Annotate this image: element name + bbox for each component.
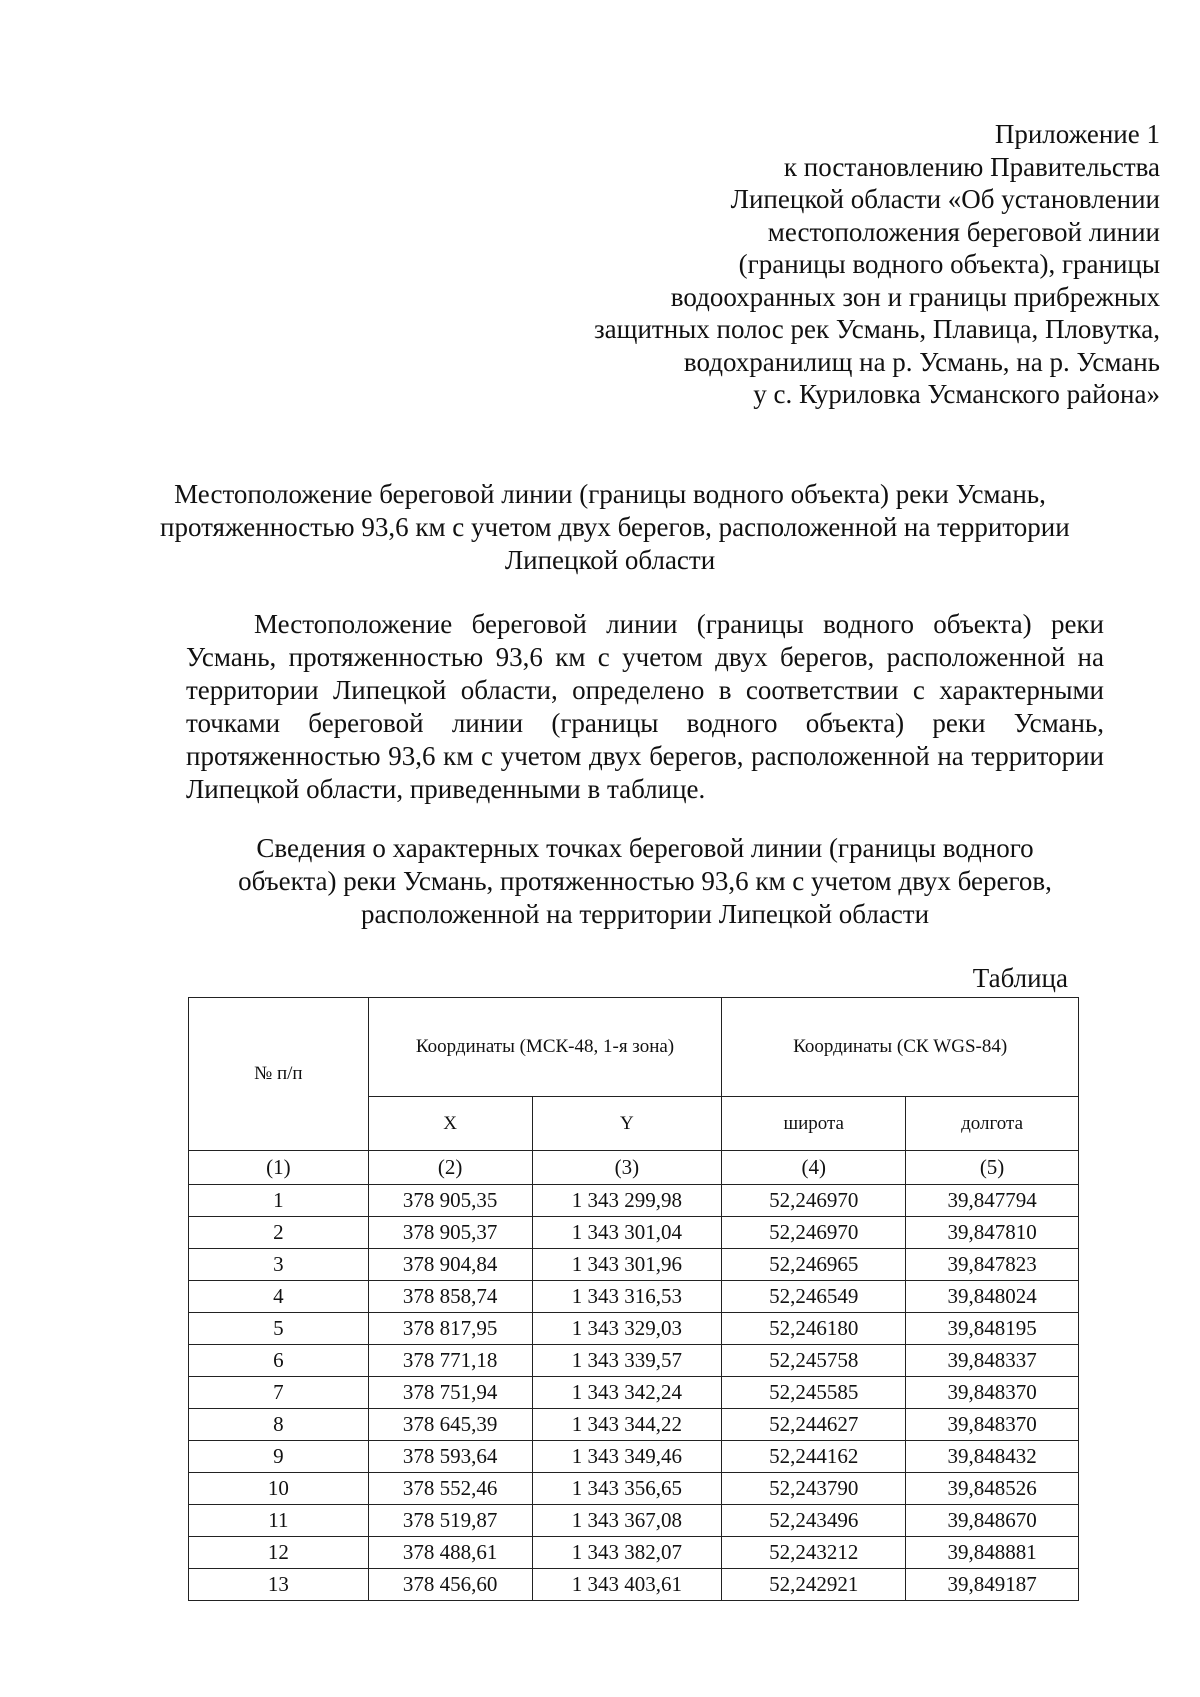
x-coordinate-cell: 378 751,94 bbox=[368, 1377, 532, 1409]
point-number-cell: 11 bbox=[189, 1505, 369, 1537]
latitude-cell: 52,246970 bbox=[722, 1185, 906, 1217]
appendix-line: защитных полос рек Усмань, Плавица, Пловутка, bbox=[594, 314, 1160, 344]
table-row bbox=[189, 1281, 1079, 1313]
longitude-cell: 39,847810 bbox=[906, 1217, 1079, 1249]
x-coordinate-cell: 378 519,87 bbox=[368, 1505, 532, 1537]
x-coordinate-cell: 378 456,60 bbox=[368, 1569, 532, 1601]
appendix-line: (границы водного объекта), границы bbox=[738, 249, 1160, 279]
point-number-cell: 8 bbox=[189, 1409, 369, 1441]
y-coordinate-cell: 1 343 349,46 bbox=[532, 1441, 722, 1473]
point-number-cell: 3 bbox=[189, 1249, 369, 1281]
latitude-cell: 52,245758 bbox=[722, 1345, 906, 1377]
appendix-line: водохранилищ на р. Усмань, на р. Усмань bbox=[683, 346, 1160, 377]
paragraph-line: территории Липецкой области, определено в соответствии с характерными bbox=[186, 675, 1104, 705]
header-y: Y bbox=[532, 1097, 722, 1151]
paragraph-line: точками береговой линии (границы водного объекта) реки Усмань, bbox=[186, 708, 1104, 738]
longitude-cell: 39,848881 bbox=[906, 1537, 1079, 1569]
y-coordinate-cell: 1 343 382,07 bbox=[532, 1537, 722, 1569]
point-number-cell: 7 bbox=[189, 1377, 369, 1409]
longitude-cell: 39,848024 bbox=[906, 1281, 1079, 1313]
latitude-cell: 52,244162 bbox=[722, 1441, 906, 1473]
latitude-cell: 52,243790 bbox=[722, 1473, 906, 1505]
longitude-cell: 39,848337 bbox=[906, 1345, 1079, 1377]
x-coordinate-cell: 378 904,84 bbox=[368, 1249, 532, 1281]
x-coordinate-cell: 378 858,74 bbox=[368, 1281, 532, 1313]
column-index: (3) bbox=[532, 1151, 722, 1185]
y-coordinate-cell: 1 343 339,57 bbox=[532, 1345, 722, 1377]
paragraph-line: Местоположение береговой линии (границы водного объекта) реки bbox=[254, 609, 1104, 639]
table-heading-line: Сведения о характерных точках береговой линии (границы водного bbox=[256, 833, 1034, 863]
table-row bbox=[189, 1441, 1079, 1473]
header-x: X bbox=[368, 1097, 532, 1151]
table-heading-line: объекта) реки Усмань, протяженностью 93,6 км с учетом двух берегов, bbox=[238, 866, 1052, 896]
table-body bbox=[189, 1151, 1079, 1601]
table-row bbox=[189, 1473, 1079, 1505]
y-coordinate-cell: 1 343 356,65 bbox=[532, 1473, 722, 1505]
point-number-cell: 6 bbox=[189, 1345, 369, 1377]
y-coordinate-cell: 1 343 316,53 bbox=[532, 1281, 722, 1313]
longitude-cell: 39,848370 bbox=[906, 1377, 1079, 1409]
appendix-line: водоохранных зон и границы прибрежных bbox=[670, 281, 1160, 312]
appendix-header bbox=[460, 118, 1160, 411]
table-row bbox=[189, 1505, 1079, 1537]
table-heading bbox=[190, 832, 1100, 931]
header-wgs84: Координаты (СК WGS-84) bbox=[722, 998, 1079, 1097]
x-coordinate-cell: 378 905,37 bbox=[368, 1217, 532, 1249]
x-coordinate-cell: 378 552,46 bbox=[368, 1473, 532, 1505]
latitude-cell: 52,246970 bbox=[722, 1217, 906, 1249]
y-coordinate-cell: 1 343 299,98 bbox=[532, 1185, 722, 1217]
longitude-cell: 39,848670 bbox=[906, 1505, 1079, 1537]
point-number-cell: 12 bbox=[189, 1537, 369, 1569]
x-coordinate-cell: 378 645,39 bbox=[368, 1409, 532, 1441]
point-number-cell: 10 bbox=[189, 1473, 369, 1505]
y-coordinate-cell: 1 343 342,24 bbox=[532, 1377, 722, 1409]
y-coordinate-cell: 1 343 403,61 bbox=[532, 1569, 722, 1601]
table-row bbox=[189, 1409, 1079, 1441]
y-coordinate-cell: 1 343 329,03 bbox=[532, 1313, 722, 1345]
x-coordinate-cell: 378 817,95 bbox=[368, 1313, 532, 1345]
table-heading-line: расположенной на территории Липецкой области bbox=[360, 899, 930, 929]
point-number-cell: 2 bbox=[189, 1217, 369, 1249]
longitude-cell: 39,848526 bbox=[906, 1473, 1079, 1505]
latitude-cell: 52,246180 bbox=[722, 1313, 906, 1345]
y-coordinate-cell: 1 343 301,04 bbox=[532, 1217, 722, 1249]
table-row bbox=[189, 1345, 1079, 1377]
coordinates-table bbox=[188, 997, 1079, 1601]
x-coordinate-cell: 378 905,35 bbox=[368, 1185, 532, 1217]
latitude-cell: 52,242921 bbox=[722, 1569, 906, 1601]
paragraph-line: Липецкой области, приведенными в таблице. bbox=[186, 774, 706, 804]
longitude-cell: 39,848432 bbox=[906, 1441, 1079, 1473]
document-title bbox=[160, 478, 1070, 577]
paragraph-line: Усмань, протяженностью 93,6 км с учетом двух берегов, расположенной на bbox=[186, 642, 1104, 672]
x-coordinate-cell: 378 593,64 bbox=[368, 1441, 532, 1473]
header-number: № п/п bbox=[189, 998, 369, 1151]
table-row bbox=[189, 1217, 1079, 1249]
column-index: (2) bbox=[368, 1151, 532, 1185]
table-row bbox=[189, 1185, 1079, 1217]
appendix-line: Приложение 1 bbox=[994, 119, 1160, 149]
point-number-cell: 4 bbox=[189, 1281, 369, 1313]
appendix-line: Липецкой области «Об установлении bbox=[730, 184, 1160, 214]
column-index: (5) bbox=[906, 1151, 1079, 1185]
column-index: (4) bbox=[722, 1151, 906, 1185]
table-row bbox=[189, 1313, 1079, 1345]
longitude-cell: 39,848370 bbox=[906, 1409, 1079, 1441]
point-number-cell: 1 bbox=[189, 1185, 369, 1217]
latitude-cell: 52,245585 bbox=[722, 1377, 906, 1409]
paragraph-line: протяженностью 93,6 км с учетом двух берегов, расположенной на территории bbox=[186, 741, 1104, 771]
point-number-cell: 9 bbox=[189, 1441, 369, 1473]
column-index-row bbox=[189, 1151, 1079, 1185]
header-longitude: долгота bbox=[906, 1097, 1079, 1151]
column-index: (1) bbox=[189, 1151, 369, 1185]
y-coordinate-cell: 1 343 344,22 bbox=[532, 1409, 722, 1441]
longitude-cell: 39,848195 bbox=[906, 1313, 1079, 1345]
table-row bbox=[189, 1537, 1079, 1569]
y-coordinate-cell: 1 343 367,08 bbox=[532, 1505, 722, 1537]
latitude-cell: 52,243212 bbox=[722, 1537, 906, 1569]
latitude-cell: 52,246965 bbox=[722, 1249, 906, 1281]
table-row bbox=[189, 1249, 1079, 1281]
title-line: Липецкой области bbox=[504, 545, 716, 575]
latitude-cell: 52,246549 bbox=[722, 1281, 906, 1313]
longitude-cell: 39,847794 bbox=[906, 1185, 1079, 1217]
appendix-line: к постановлению Правительства bbox=[783, 151, 1160, 182]
title-line: Местоположение береговой линии (границы водного объекта) реки Усмань, bbox=[174, 479, 1046, 509]
point-number-cell: 13 bbox=[189, 1569, 369, 1601]
latitude-cell: 52,244627 bbox=[722, 1409, 906, 1441]
x-coordinate-cell: 378 488,61 bbox=[368, 1537, 532, 1569]
point-number-cell: 5 bbox=[189, 1313, 369, 1345]
appendix-line: у с. Куриловка Усманского района» bbox=[753, 379, 1160, 409]
table-label: Таблица bbox=[972, 963, 1068, 993]
appendix-line: местоположения береговой линии bbox=[767, 216, 1160, 247]
header-msk48: Координаты (МСК-48, 1-я зона) bbox=[368, 998, 722, 1097]
table-row bbox=[189, 1377, 1079, 1409]
longitude-cell: 39,849187 bbox=[906, 1569, 1079, 1601]
header-latitude: широта bbox=[722, 1097, 906, 1151]
x-coordinate-cell: 378 771,18 bbox=[368, 1345, 532, 1377]
longitude-cell: 39,847823 bbox=[906, 1249, 1079, 1281]
body-paragraph bbox=[186, 608, 1104, 806]
y-coordinate-cell: 1 343 301,96 bbox=[532, 1249, 722, 1281]
title-line: протяженностью 93,6 км с учетом двух берегов, расположенной на территории bbox=[160, 512, 1070, 542]
table-row bbox=[189, 1569, 1079, 1601]
latitude-cell: 52,243496 bbox=[722, 1505, 906, 1537]
